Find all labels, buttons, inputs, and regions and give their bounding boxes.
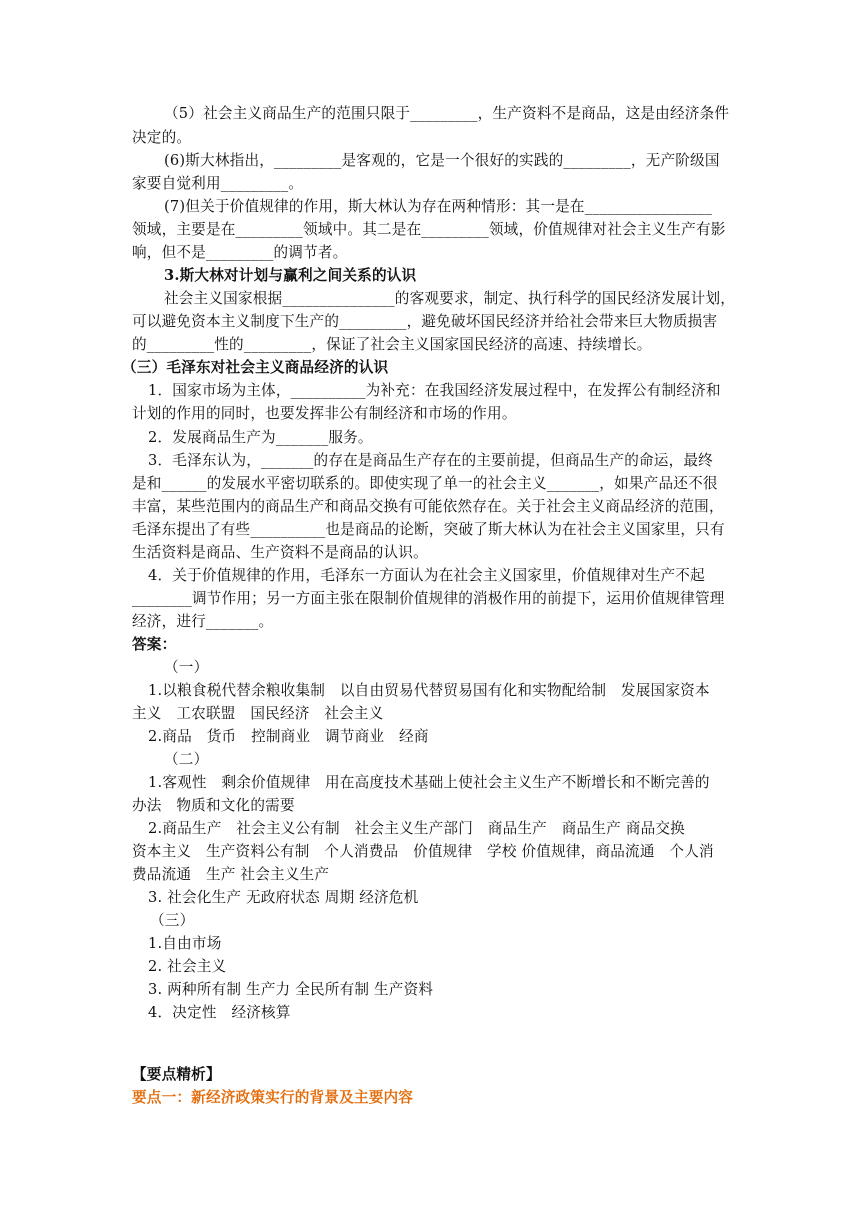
s3-item4-line2: ________调节作用；另一方面主张在限制价值规律的消极作用的前提下，运用价值规律管理 [132, 590, 725, 607]
answers-part1-line2: 主义 工农联盟 国民经济 社会主义 [132, 705, 384, 722]
s3-item2-line1: 2．发展商品生产为_______服务。 [148, 429, 373, 446]
item5-line2: 决定的。 [132, 129, 192, 146]
answers-part3-line3: 3. 两种所有制 生产力 全民所有制 生产资料 [148, 981, 434, 998]
subsection3-heading: 3.斯大林对计划与赢利之间关系的认识 [164, 267, 417, 284]
answers-part3-line1: 1.自由市场 [148, 935, 222, 952]
subsection3-line2: 可以避免资本主义制度下生产的_________，避免破坏国民经济并给社会带来巨大物质损害 [132, 313, 718, 330]
item7-line3: 响，但不是_________的调节者。 [132, 244, 348, 261]
s3-item1-line2: 计划的作用的同时，也要发挥非公有制经济和市场的作用。 [132, 405, 517, 422]
s3-item4-line1: 4．关于价值规律的作用，毛泽东一方面认为在社会主义国家里，价值规律对生产不起 [148, 567, 705, 584]
answers-part1-line3: 2.商品 货币 控制商业 调节商业 经商 [148, 728, 429, 745]
section-three-heading: （三）毛泽东对社会主义商品经济的认识 [122, 359, 389, 376]
answers-part3-line4: 4．决定性 经济核算 [148, 1004, 291, 1021]
subsection3-line3: 的_________性的_________，保证了社会主义国家国民经济的高速、持续增长。 [132, 336, 652, 353]
answers-part2-line3: 2.商品生产 社会主义公有制 社会主义生产部门 商品生产 商品生产 商品交换 [148, 820, 685, 837]
answers-part2-line2: 办法 物质和文化的需要 [132, 797, 295, 814]
s3-item3-line4: 毛泽东提出了有些__________也是商品的论断，突破了斯大林认为在社会主义国家里，只有 [132, 521, 725, 538]
key-point1-title: 要点一：新经济政策实行的背景及主要内容 [132, 1089, 414, 1106]
answers-part3-line2: 2. 社会主义 [148, 958, 227, 975]
answers-part1-line1: 1.以粮食税代替余粮收集制 以自由贸易代替贸易国有化和实物配给制 发展国家资本 [148, 682, 710, 699]
key-points-heading: 【要点精析】 [132, 1066, 221, 1083]
s3-item3-line5: 生活资料是商品、生产资料不是商品的认识。 [132, 544, 428, 561]
item5-line1: （5）社会主义商品生产的范围只限于_________，生产资料不是商品，这是由经济条件 [164, 105, 730, 122]
subsection3-line1: 社会主义国家根据_______________的客观要求，制定、执行科学的国民经济发展计划， [164, 290, 736, 307]
item7-line1: (7)但关于价值规律的作用，斯大林认为存在两种情形：其一是在_________________ [164, 198, 713, 215]
answers-part1-label: （一） [164, 659, 209, 676]
s3-item3-line3: 丰富，某些范围内的商品生产和商品交换有可能依然存在。关于社会主义商品经济的范围， [132, 498, 724, 515]
s3-item1-line1: 1．国家市场为主体，__________为补充：在我国经济发展过程中，在发挥公有制经济和 [148, 382, 721, 399]
answers-part2-line4: 资本主义 生产资料公有制 个人消费品 价值规律 学校 价值规律，商品流通 个人消 [132, 843, 714, 860]
item6-line2: 家要自觉利用_________。 [132, 175, 304, 192]
s3-item4-line3: 经济，进行_______。 [132, 613, 274, 630]
answers-part2-line6: 3. 社会化生产 无政府状态 周期 经济危机 [148, 889, 419, 906]
item6-line1: (6)斯大林指出，_________是客观的，它是一个很好的实践的_________，无产阶级国 [164, 152, 720, 169]
s3-item3-line2: 是和______的发展水平密切联系的。即使实现了单一的社会主义_______，如果产品还不很 [132, 475, 718, 492]
answers-part3-label: （三） [150, 912, 195, 929]
answers-part2-label: （二） [164, 751, 209, 768]
answers-part2-line1: 1.客观性 剩余价值规律 用在高度技术基础上使社会主义生产不断增长和不断完善的 [148, 774, 710, 791]
answers-heading: 答案： [132, 636, 177, 653]
item7-line2: 领域，主要是在_________领域中。其二是在_________领域，价值规律对社会主义生产有影 [132, 221, 726, 238]
answers-part2-line5: 费品流通 生产 社会主义生产 [132, 866, 330, 883]
s3-item3-line1: 3．毛泽东认为，_______的存在是商品生产存在的主要前提，但商品生产的命运，最终 [148, 452, 713, 469]
